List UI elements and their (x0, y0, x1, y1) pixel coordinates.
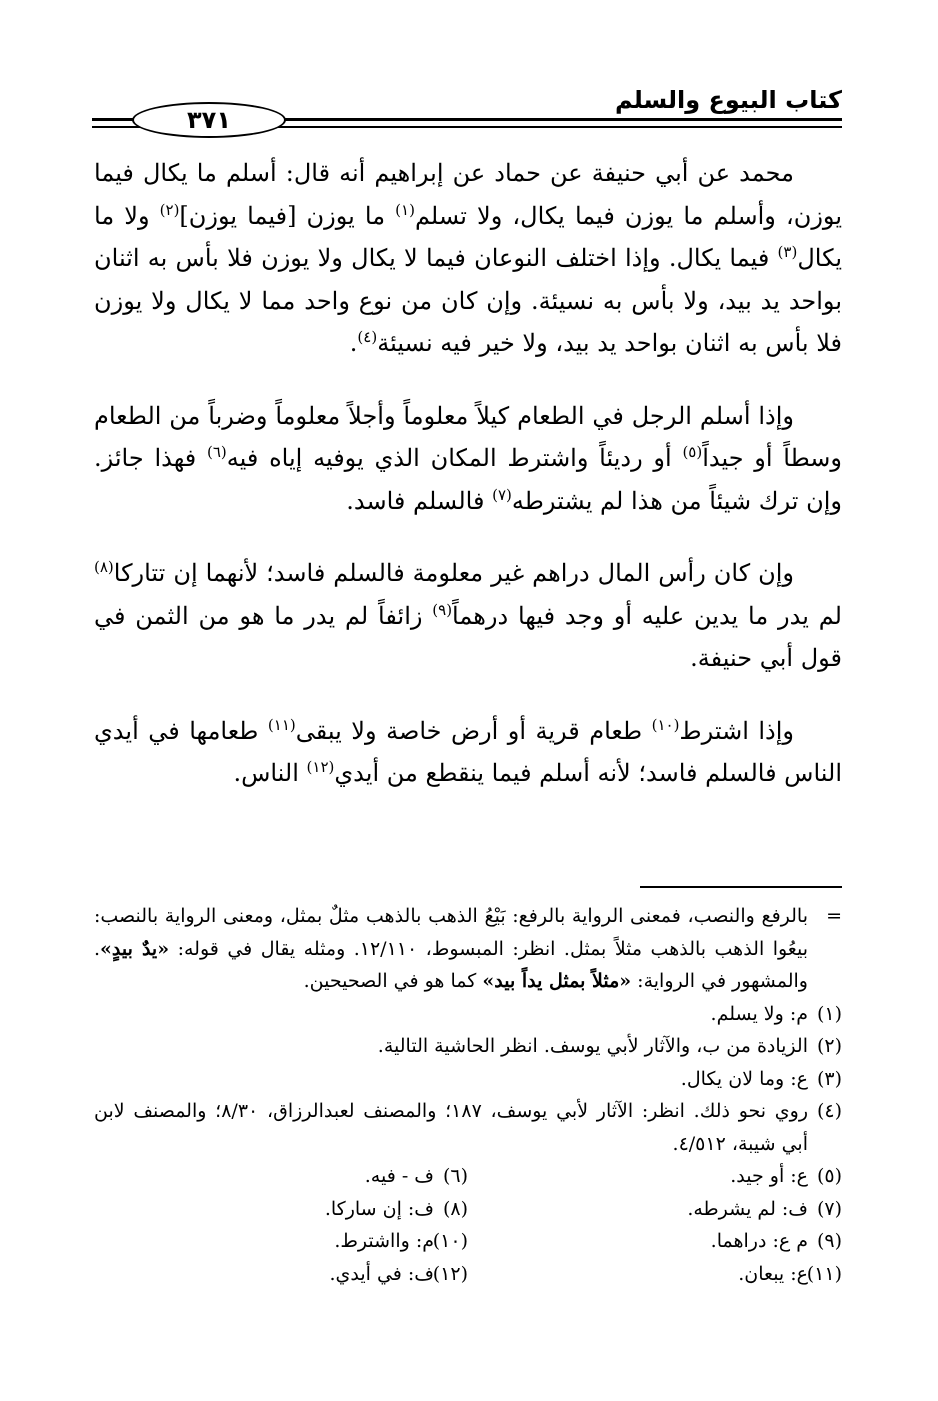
footnote-item (94, 1225, 468, 1258)
paragraph-1 (94, 152, 842, 365)
footnote-ref: (٤) (357, 328, 378, 346)
footnote-ref: (١٢) (306, 758, 335, 776)
footnote-text: ف - فيه. (364, 1165, 434, 1187)
footnote-text: ع: وما لان يكال. (680, 1067, 808, 1090)
text-segment: فيما يكال. وإذا اختلف النوعان فيما لا يكال ولا يوزن فلا بأس به اثنان بواحد يد بيد، ولا بأس به نسيئة. وإن كان من نوع واحد مما لا يكال ولا يوزن فلا بأس به اثنان بواحد يد بيد، ولا خير فيه نسيئة (94, 244, 842, 357)
text-segment: فهذا جائز. وإن ترك شيئاً من هذا لم يشترطه (94, 444, 842, 515)
footnote-text: م ع: دراهما. (710, 1230, 808, 1252)
footnote-text: ف: إن ساركا. (324, 1197, 434, 1220)
footnote-number: (١١) (806, 1262, 842, 1285)
footnote-ref: (٦) (207, 443, 227, 461)
text-segment: طعام قرية أو أرض خاصة ولا يبقى (295, 716, 652, 745)
footnote-ref: (٢) (159, 200, 180, 219)
text-segment: وإن كان رأس المال دراهم غير معلومة فالسلم فاسد؛ لأنهما إن تتاركا (113, 559, 794, 587)
footnote-number: (٤) (816, 1100, 842, 1122)
footnotes (94, 900, 842, 1290)
footnote-item (468, 1193, 842, 1226)
footnote-pair-row (94, 1160, 842, 1193)
footnote-ref: (٨) (94, 558, 114, 576)
footnote-ref: (٣) (777, 243, 798, 261)
footnote-text: روي نحو ذلك. انظر: الآثار لأبي يوسف، ١٨٧؛ والمصنف لعبدالرزاق، ٨/٣٠؛ والمصنف لابن أبي شيبة، ٤/٥١٢. (94, 1100, 809, 1155)
footnote-item (468, 1225, 842, 1258)
footnote-number: (٩) (816, 1230, 842, 1252)
footnote-text: ف: لم يشرطه. (687, 1197, 808, 1220)
footnote-ref: (٧) (492, 485, 512, 504)
footnote-number: (١٠) (432, 1230, 468, 1252)
continuation-mark: = (826, 905, 842, 927)
footnote-item (94, 1063, 842, 1096)
footnote-item (468, 1160, 842, 1193)
text-segment: ولا ما يكال (94, 201, 842, 272)
footnote-item (468, 1258, 842, 1291)
footnote-item (94, 1095, 842, 1160)
text-segment: الناس. (233, 759, 307, 787)
text-segment: كما هو في الصحيحين. (303, 970, 483, 992)
text-segment: . والمشهور في الرواية: (94, 937, 808, 992)
text-segment: وإذا أسلم الرجل في الطعام كيلاً معلوماً وأجلاً معلوماً وضرباً من الطعام وسطاً أو جيداً (94, 401, 843, 472)
footnote-text: ع: أو جيد. (730, 1165, 808, 1187)
footnote-number: (٧) (816, 1197, 842, 1220)
bold-quote: «يدٌ بيدٍ» (100, 937, 170, 960)
footnote-pair-row (94, 1193, 842, 1226)
footnote-text: م: ولا يسلم. (710, 1002, 808, 1025)
text-segment: . (349, 329, 358, 357)
footnote-number: (٨) (442, 1197, 468, 1220)
page-header (92, 80, 842, 140)
text-segment: محمد عن أبي حنيفة عن حماد عن إبراهيم أنه قال: أسلم ما يكال فيما يوزن، وأسلم ما يوزن فيما يكال، ولا تسلم (94, 159, 842, 230)
main-text (94, 152, 842, 795)
text-segment: وإذا اشترط (679, 716, 794, 745)
footnote-separator (640, 886, 842, 888)
page-number-oval (132, 102, 286, 138)
footnote-ref: (٩) (432, 600, 453, 619)
footnote-pair-row (94, 1258, 842, 1291)
text-segment: ما يوزن [فيما يوزن] (179, 201, 396, 230)
footnote-ref: (١٠) (651, 715, 680, 734)
paragraph-3 (94, 552, 842, 680)
paragraph-4 (94, 710, 842, 795)
footnote-text: الزيادة من ب، والآثار لأبي يوسف. انظر الحاشية التالية. (377, 1035, 808, 1057)
footnote-text: ف: في أيدي. (329, 1262, 434, 1285)
footnote-number: (١٢) (432, 1262, 468, 1285)
footnote-number: (٥) (816, 1165, 842, 1187)
text-segment: طعامها في أيدي الناس فالسلم فاسد؛ لأنه أسلم فيما ينقطع من أيدي (94, 716, 842, 787)
footnote-item (94, 1258, 468, 1291)
footnote-item (94, 1193, 468, 1226)
footnote-pair-row (94, 1225, 842, 1258)
text-segment: أو رديئاً واشترط المكان الذي يوفيه إياه فيه (226, 444, 683, 472)
footnote-ref: (٥) (682, 443, 703, 461)
footnote-ref: (١) (395, 200, 415, 219)
text-segment: لم يدر ما يدين عليه أو وجد فيها درهماً (452, 601, 842, 630)
text-segment: فالسلم فاسد. (346, 486, 493, 515)
footnote-item (94, 1160, 468, 1193)
footnote-ref: (١١) (267, 715, 296, 734)
footnote-text: م: وااشترط. (334, 1230, 434, 1252)
footnote-text: ع: يبعان. (738, 1262, 808, 1285)
footnote-number: (٢) (816, 1035, 842, 1057)
footnote-number: (١) (816, 1002, 842, 1025)
footnote-item (94, 1030, 842, 1063)
text-segment: بالرفع والنصب، فمعنى الرواية بالرفع: بَيْعُ الذهب بالذهب مثلٌ بمثل، ومعنى الرواية بالنصب: بيعُوا الذهب بالذهب مثلاً بمثل. انظر: المبسوط، ١٢/١١٠. ومثله يقال في قوله: (94, 905, 808, 960)
bold-quote: «مثلاً بمثل يداً بيد» (482, 970, 632, 992)
paragraph-2 (94, 395, 842, 523)
footnote-item (94, 998, 842, 1031)
footnote-continuation (94, 900, 842, 998)
footnote-number: (٣) (816, 1067, 842, 1090)
page-number: ٣٧١ (187, 106, 231, 134)
chapter-title: كتاب البيوع والسلم (614, 86, 842, 114)
text-segment: زائفاً لم يدر ما هو من الثمن في قول أبي حنيفة. (94, 601, 842, 672)
footnote-number: (٦) (442, 1165, 468, 1187)
